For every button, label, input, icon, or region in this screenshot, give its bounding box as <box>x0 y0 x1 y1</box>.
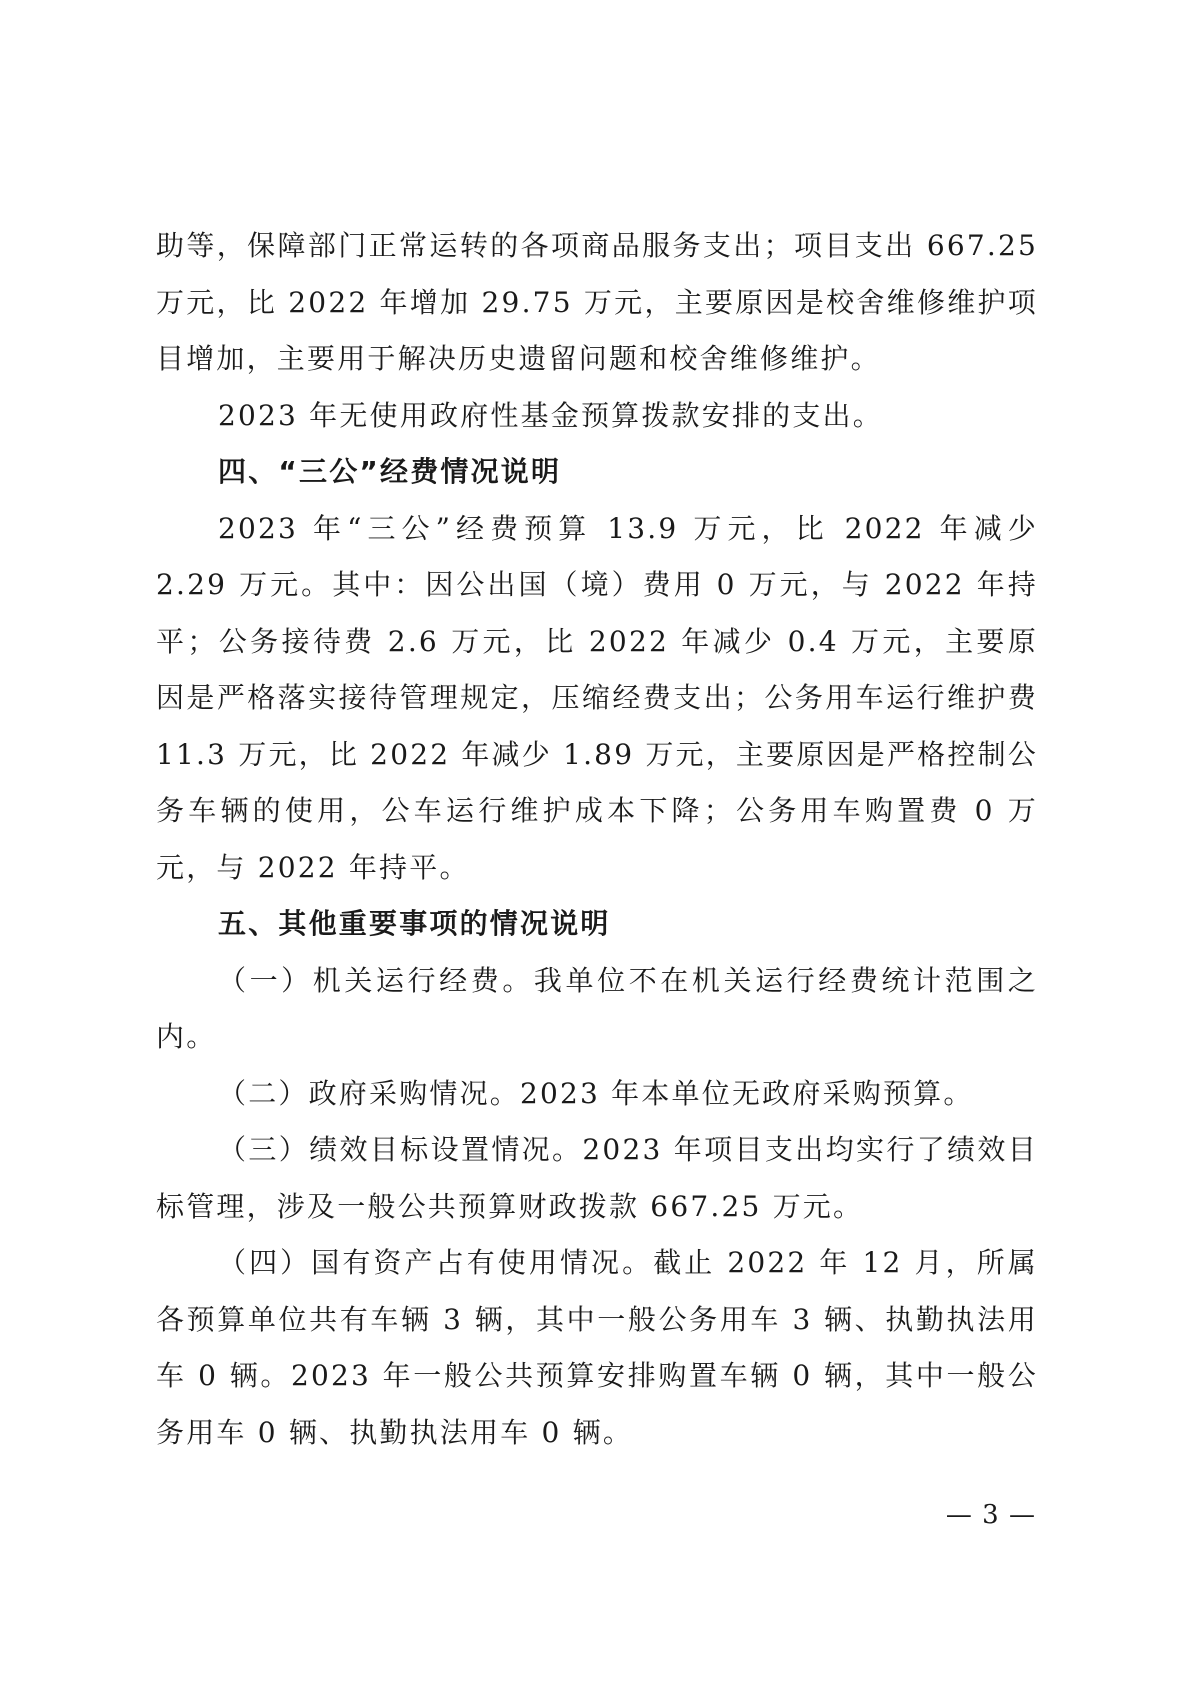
paragraph-state-assets: （四）国有资产占有使用情况。截止 2022 年 12 月，所属各预算单位共有车辆 3 辆，其中一般公务用车 3 辆、执勤执法用车 0 辆。2023 年一般公共预算安排购置车辆 0 辆，其中一般公务用车 0 辆、执勤执法用车 0 辆。 <box>156 1246 1038 1449</box>
paragraph-performance-goals: （三）绩效目标设置情况。2023 年项目支出均实行了绩效目标管理，涉及一般公共预算财政拨款 667.25 万元。 <box>156 1133 1038 1223</box>
paragraph-three-public-expenses: 2023 年“三公”经费预算 13.9 万元，比 2022 年减少 2.29 万元。其中：因公出国（境）费用 0 万元，与 2022 年持平；公务接待费 2.6 万元，比 2022 年减少 0.4 万元，主要原因是严格落实接待管理规定，压缩经费支出；公务用车运行维护费 11.3 万元，比 2022 年减少 1.89 万元，主要原因是严格控制公务车辆的使用，公车运行维护成本下降；公务用车购置费 0 万元，与 2022 年持平。 <box>156 511 1038 884</box>
paragraph-operating-costs: （一）机关运行经费。我单位不在机关运行经费统计范围之内。 <box>156 963 1038 1053</box>
section-heading-four: 四、“三公”经费情况说明 <box>218 455 562 488</box>
document-body <box>156 218 1038 1461</box>
page-number: — 3 — <box>945 1500 1036 1530</box>
paragraph-procurement: （二）政府采购情况。2023 年本单位无政府采购预算。 <box>218 1076 974 1110</box>
paragraph-continuation: 助等，保障部门正常运转的各项商品服务支出；项目支出 667.25 万元，比 2022 年增加 29.75 万元，主要原因是校舍维修维护项目增加，主要用于解决历史遗留问题和校舍维修维护。 <box>156 229 1038 375</box>
paragraph-fund-budget: 2023 年无使用政府性基金预算拨款安排的支出。 <box>218 398 883 432</box>
section-heading-five: 五、其他重要事项的情况说明 <box>218 907 611 940</box>
